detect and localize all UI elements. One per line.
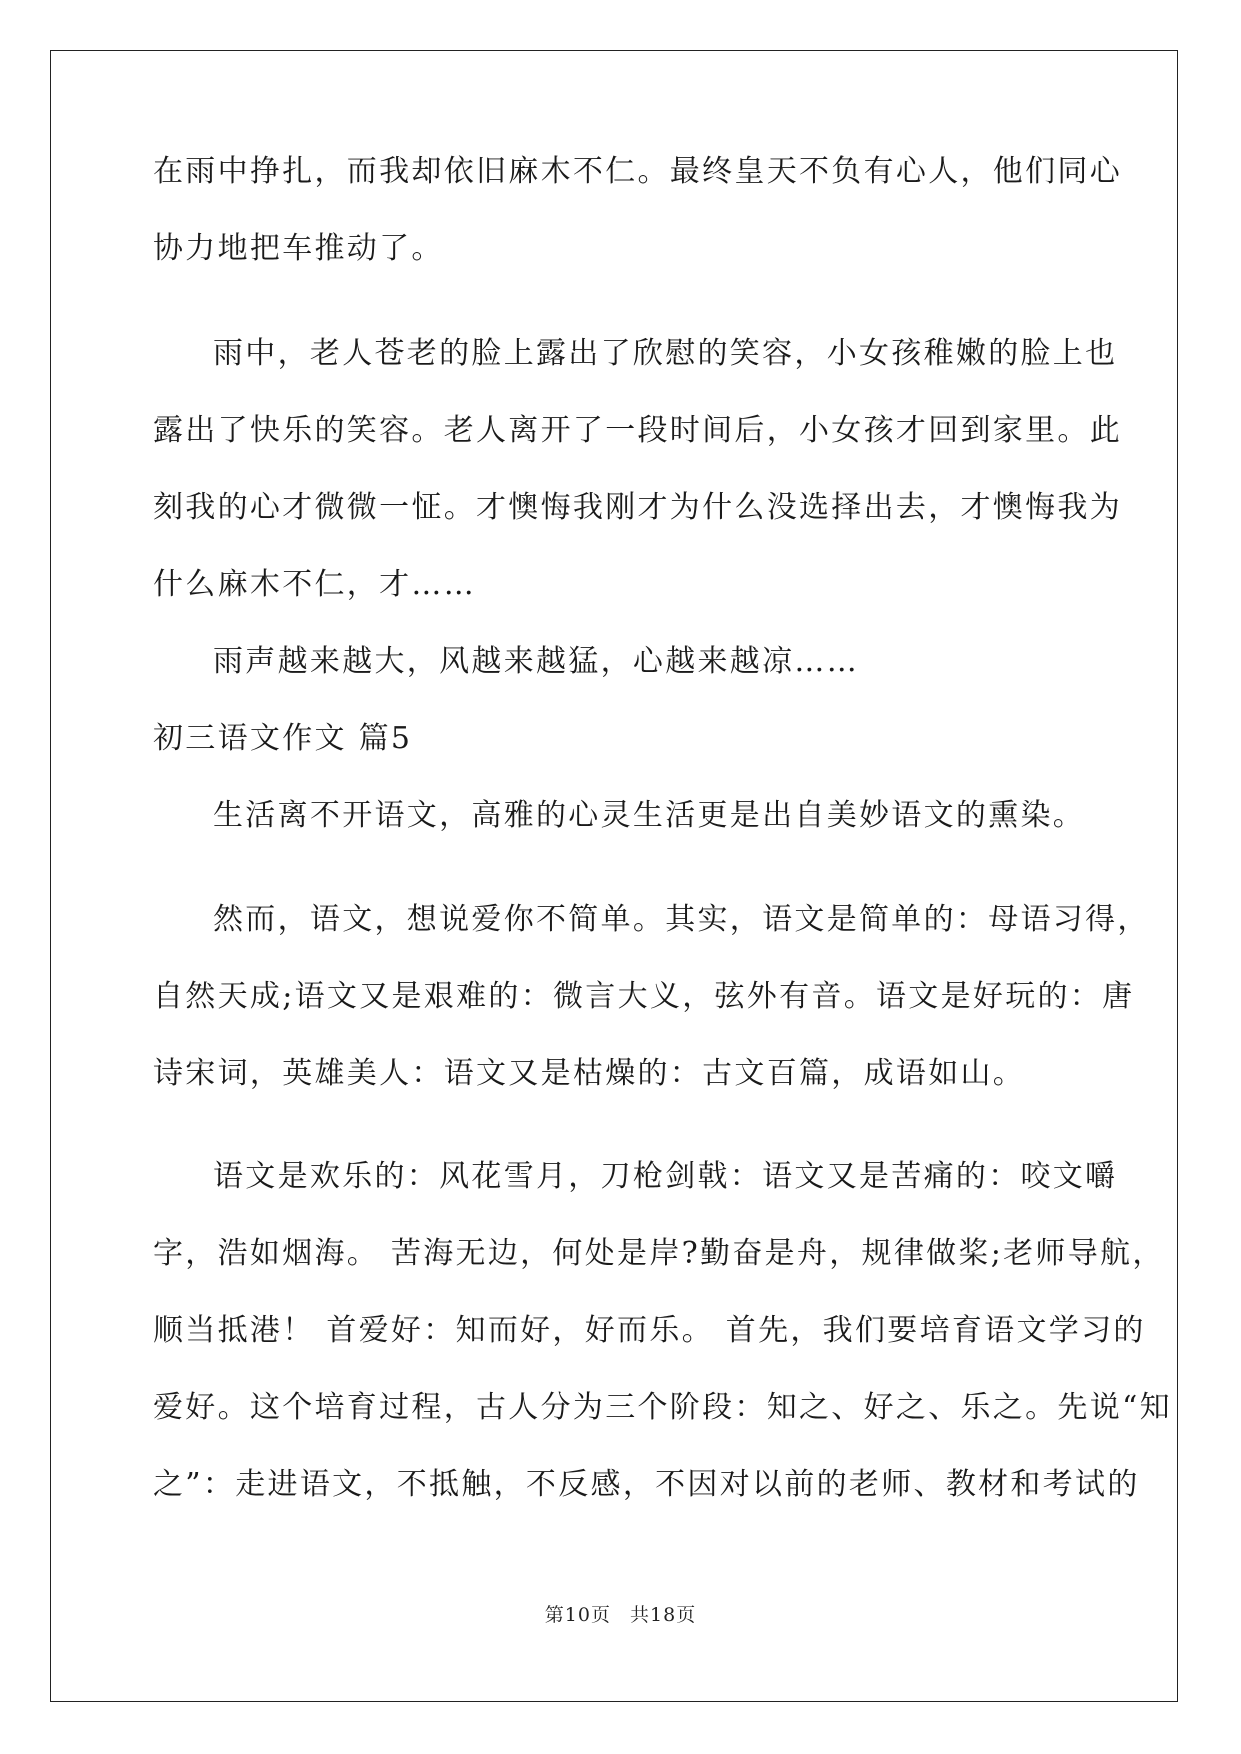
text-line: 刻我的心才微微一怔。才懊悔我刚才为什么没选择出去，才懊悔我为	[153, 490, 1122, 525]
text-line: 雨中，老人苍老的脸上露出了欣慰的笑容，小女孩稚嫩的脸上也	[213, 336, 1118, 371]
text-line: 自然天成;语文又是艰难的：微言大义，弦外有音。语文是好玩的：唐	[153, 979, 1135, 1014]
page-footer	[0, 1600, 1241, 1627]
text-line: 在雨中挣扎，而我却依旧麻木不仁。最终皇天不负有心人，他们同心	[153, 154, 1122, 189]
text-line: 语文是欢乐的：风花雪月，刀枪剑戟：语文又是苦痛的：咬文嚼	[213, 1159, 1118, 1194]
text-line: 协力地把车推动了。	[153, 231, 444, 266]
text-line: 什么麻木不仁，才……	[153, 567, 476, 602]
text-line: 然而，语文，想说爱你不简单。其实，语文是简单的：母语习得，	[213, 902, 1150, 937]
text-line: 雨声越来越大，风越来越猛，心越来越凉……	[213, 644, 859, 679]
text-line: 露出了快乐的笑容。老人离开了一段时间后，小女孩才回到家里。此	[153, 413, 1122, 448]
section-heading: 初三语文作文 篇5	[153, 721, 413, 756]
text-line: 诗宋词，英雄美人：语文又是枯燥的：古文百篇，成语如山。	[153, 1056, 1026, 1091]
text-line: 生活离不开语文，高雅的心灵生活更是出自美妙语文的熏染。	[213, 798, 1086, 833]
text-line: 爱好。这个培育过程，古人分为三个阶段：知之、好之、乐之。先说“知	[153, 1390, 1172, 1425]
text-line: 顺当抵港！ 首爱好：知而好，好而乐。 首先，我们要培育语文学习的	[153, 1313, 1146, 1348]
text-line: 字，浩如烟海。 苦海无边，何处是岸?勤奋是舟，规律做桨;老师导航，	[153, 1236, 1165, 1271]
page-number: 第10页	[544, 1604, 611, 1626]
page-total: 共18页	[630, 1604, 697, 1626]
page-border	[50, 50, 1178, 1702]
text-line: 之”：走进语文，不抵触，不反感，不因对以前的老师、教材和考试的	[153, 1467, 1140, 1502]
